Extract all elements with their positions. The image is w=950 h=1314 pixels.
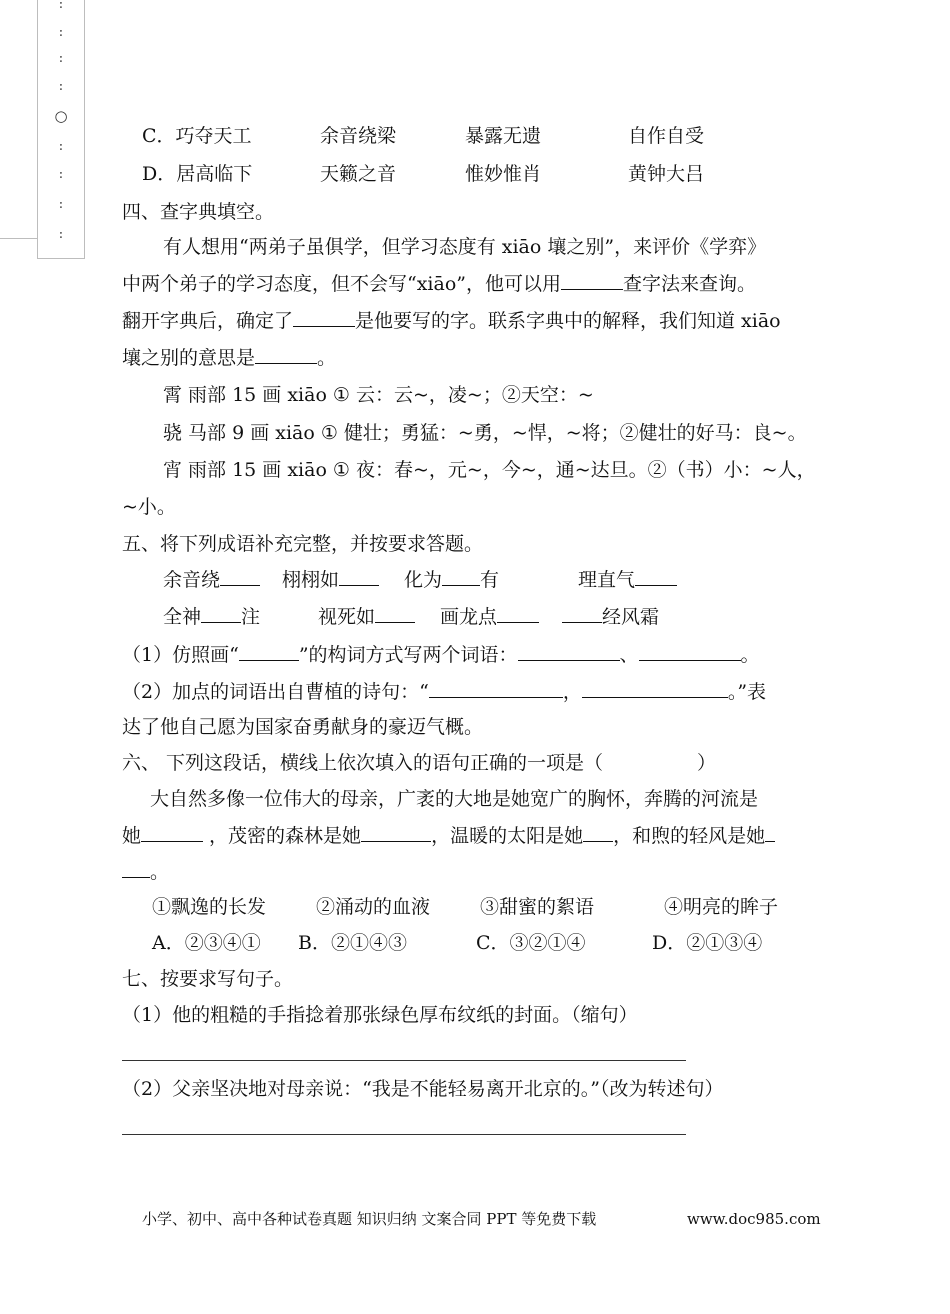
binding-dots: : — [58, 139, 64, 154]
q7-sentence-2: （2）父亲坚决地对母亲说：“我是不能轻易离开北京的。”（改为转述句） — [122, 1078, 724, 1100]
idiom-blank[interactable] — [635, 567, 677, 586]
idiom-blank[interactable] — [442, 567, 480, 586]
idiom-blank[interactable] — [220, 567, 260, 586]
idiom-6: 视死如 — [318, 604, 415, 629]
binding-dots: : — [58, 227, 64, 242]
section-4-title: 四、查字典填空。 — [122, 201, 275, 223]
q5-subquestion-1: （1）仿照画“ ”的构词方式写两个词语： 、 。 — [122, 644, 760, 666]
answer-line-1[interactable] — [122, 1060, 686, 1061]
phrase-option-2: ②涌动的血液 — [316, 896, 431, 918]
option-c-word-4: 自作自受 — [628, 125, 705, 147]
footer-url[interactable]: www.doc985.com — [687, 1210, 821, 1228]
option-c-word-2: 余音绕梁 — [320, 125, 397, 147]
lookup-method-blank[interactable] — [561, 271, 623, 290]
q6-passage-line-3: 。 — [122, 859, 169, 884]
section-7-title: 七、按要求写句子。 — [122, 968, 294, 990]
option-d-word-3: 惟妙惟肖 — [465, 163, 542, 185]
binding-dots: : — [58, 79, 64, 94]
dictionary-entry-1: 霄 雨部 15 画 xiāo ① 云：云~，凌~；②天空：~ — [163, 384, 594, 406]
phrase-option-1: ①飘逸的长发 — [152, 896, 267, 918]
option-d-word-4: 黄钟大吕 — [628, 163, 705, 185]
q5-subquestion-2-cont: 达了他自己愿为国家奋勇献身的豪迈气概。 — [122, 716, 484, 738]
poem-blank-1[interactable] — [429, 679, 563, 698]
section-6-title: 六、 下列这段话，横线上依次填入的语句正确的一项是（ ） — [122, 752, 717, 774]
phrase-option-4: ④明亮的眸子 — [664, 896, 779, 918]
section-5-title: 五、将下列成语补充完整，并按要求答题。 — [122, 533, 484, 555]
dictionary-entry-3-cont: ~小。 — [122, 496, 176, 518]
idiom-blank[interactable] — [339, 567, 379, 586]
passage-blank-3[interactable] — [583, 823, 613, 842]
idiom-blank[interactable] — [201, 604, 241, 623]
idiom-2: 栩栩如 — [282, 567, 379, 592]
passage-blank-1[interactable] — [141, 823, 203, 842]
idiom-4: 理直气 — [578, 567, 677, 592]
binding-dots: : — [58, 51, 64, 66]
passage-blank-4[interactable] — [765, 823, 775, 842]
option-c-word-3: 暴露无遗 — [465, 125, 542, 147]
idiom-5: 全神 注 — [163, 606, 261, 628]
passage-blank-4-cont[interactable] — [122, 859, 150, 878]
dictionary-entry-2: 骁 马部 9 画 xiāo ① 健壮；勇猛：~勇，~悍，~将；②健壮的好马：良~。 — [163, 422, 807, 444]
binding-dots: : — [58, 0, 64, 12]
answer-line-2[interactable] — [122, 1134, 686, 1135]
binding-dots: : — [58, 167, 64, 182]
binding-dots: : — [58, 25, 64, 40]
idiom-1: 余音绕 — [163, 567, 260, 592]
q5-subquestion-2: （2）加点的词语出自曹植的诗句：“ ， 。”表 — [122, 681, 767, 703]
meaning-blank[interactable] — [255, 345, 317, 364]
option-d-label: D．居高临下 — [142, 163, 253, 185]
footer-text: 小学、初中、高中各种试卷真题 知识归纳 文案合同 PPT 等免费下载 — [142, 1210, 597, 1228]
q4-paragraph-line-1: 有人想用“两弟子虽俱学，但学习态度有 xiāo 壤之别”，来评价《学弈》 — [163, 236, 767, 258]
idiom-blank[interactable] — [497, 604, 539, 623]
binding-circle: ○ — [54, 107, 68, 125]
word-blank-2[interactable] — [639, 642, 741, 661]
idiom-8: 经风霜 — [562, 604, 659, 629]
binding-dots: : — [58, 197, 64, 212]
option-c-label: C．巧夺天工 — [142, 125, 252, 147]
q6-passage-line-2: 她 ，茂密的森林是她 ，温暖的太阳是她 ，和煦的轻风是她 — [122, 823, 775, 848]
q7-sentence-1: （1）他的粗糙的手指捻着那张绿色厚布纹纸的封面。（缩句） — [122, 1004, 638, 1026]
idiom-3: 化为 有 — [404, 569, 500, 591]
passage-blank-2[interactable] — [361, 823, 431, 842]
idiom-blank[interactable] — [562, 604, 602, 623]
pattern-blank[interactable] — [239, 642, 299, 661]
chosen-character-blank[interactable] — [293, 308, 355, 327]
choice-c[interactable]: C．③②①④ — [476, 932, 586, 954]
dictionary-entry-3: 宵 雨部 15 画 xiāo ① 夜：春~，元~，今~，通~达旦。②（书）小：~人， — [163, 459, 816, 481]
idiom-blank[interactable] — [375, 604, 415, 623]
idiom-7: 画龙点 — [440, 604, 539, 629]
q4-paragraph-line-3: 翻开字典后，确定了 是他要写的字。联系字典中的解释，我们知道 xiāo — [122, 310, 781, 332]
poem-blank-2[interactable] — [582, 679, 728, 698]
phrase-option-3: ③甜蜜的絮语 — [480, 896, 595, 918]
choice-a[interactable]: A．②③④① — [152, 932, 261, 954]
option-d-word-2: 天籁之音 — [320, 163, 397, 185]
choice-d[interactable]: D．②①③④ — [652, 932, 763, 954]
word-blank-1[interactable] — [518, 642, 620, 661]
q4-paragraph-line-2: 中两个弟子的学习态度，但不会写“xiāo”，他可以用 查字法来查询。 — [122, 273, 757, 295]
binding-margin — [37, 0, 85, 259]
q4-paragraph-line-4: 壤之别的意思是 。 — [122, 347, 337, 369]
binding-corner-line — [0, 238, 37, 239]
choice-b[interactable]: B．②①④③ — [298, 932, 407, 954]
q6-passage-line-1: 大自然多像一位伟大的母亲，广袤的大地是她宽广的胸怀，奔腾的河流是 — [150, 788, 759, 810]
